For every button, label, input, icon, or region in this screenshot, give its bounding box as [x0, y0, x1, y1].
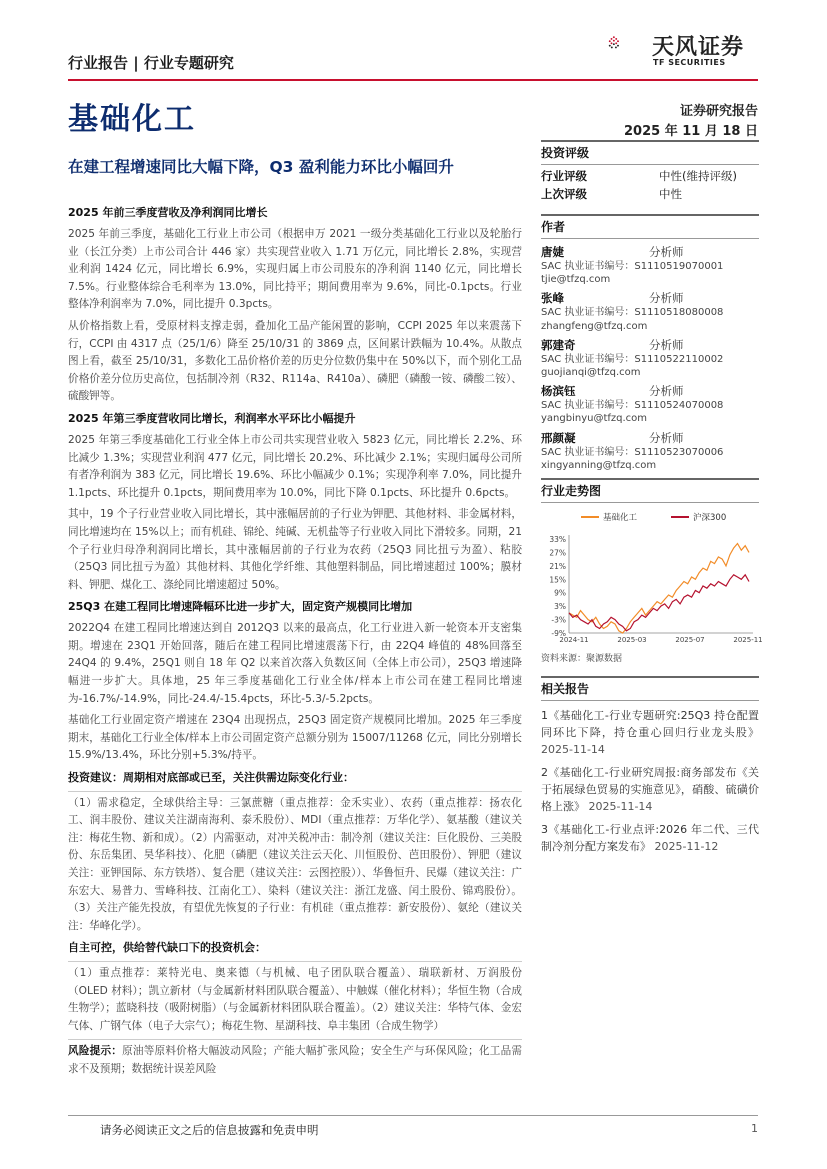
- legend-label: 基础化工: [603, 513, 638, 523]
- rating-title: 投资评级: [541, 140, 759, 165]
- authors-title: 作者: [541, 214, 759, 239]
- tf-logo-icon: [608, 20, 652, 66]
- y-tick-label: 15%: [549, 575, 566, 585]
- analyst-name-row: [541, 338, 759, 353]
- logo-text-cn: 天风证券: [652, 35, 745, 60]
- prev-rating-row: [541, 185, 759, 203]
- legend-label: 沪深300: [693, 513, 727, 523]
- analyst-email[interactable]: zhangfeng@tfzq.com: [541, 320, 648, 332]
- analyst-entry: [541, 245, 759, 286]
- analyst-email[interactable]: xingyanning@tfzq.com: [541, 459, 657, 471]
- related-report-title[interactable]: 3《基础化工-行业点评:2026 年二代、三代制冷剂分配方案发布》: [541, 823, 759, 853]
- investment-heading: 投资建议：周期相对底部或已至，关注供需边际变化行业：: [68, 771, 354, 785]
- y-tick-label: 21%: [549, 561, 566, 571]
- self-reliance-heading: 自主可控，供给替代缺口下的投资机会：: [68, 941, 266, 955]
- paragraph: 2025 年第三季度基础化工行业全体上市公司共实现营业收入 5823 亿元，同比增长 2.2%、环比减少 1.3%；实现营业利润 477 亿元，同比增长 20.2%、环比减少 2.1%；实现归属母公司所有者净利润为 383 亿元，同比增长 19.6%、环比小幅减少 0.1%；实现净利率 7.0%，同比提升 1.1pcts、环比提升 0.1pcts，期间费用率为 10.0%，同比下降 0.1pcts、环比提升 0.6pcts。: [68, 433, 522, 499]
- rating-panel: [541, 140, 759, 203]
- analyst-name-row: [541, 291, 759, 306]
- main-content: [68, 200, 522, 1083]
- page-number: 1: [751, 1122, 758, 1135]
- paragraph: 2025 年前三季度，基础化工行业上市公司（根据申万 2021 一级分类基础化工行业以及轮胎行业（长江分类）上市公司合计 446 家）共实现营业收入 1.71 万亿元，同比增长 2.8%，实现营业利润 1424 亿元，同比增长 6.9%，实现归属上市公司股东的净利润 1140 亿元，同比增长 7.5%。行业整体综合毛利率为 13.0%，同比持平；期间费用率为 9.6%，同比-0.1pcts。行业整体净利润率为 7.0%，同比提升 0.3pcts。: [68, 228, 522, 311]
- y-tick-label: -3%: [551, 615, 566, 625]
- trend-title: 行业走势图: [541, 478, 759, 503]
- footer-disclaimer: 请务必阅读正文之后的信息披露和免责申明: [100, 1123, 319, 1137]
- analyst-title: 分析师: [649, 337, 684, 352]
- analyst-list: [541, 245, 759, 472]
- analyst-name: 张峰: [541, 291, 564, 306]
- section-heading: 2025 年前三季度营收及净利润同比增长: [68, 206, 268, 219]
- analyst-cert: SAC 执业证书编号：S1110524070008: [541, 400, 724, 412]
- related-report[interactable]: [541, 764, 759, 815]
- series-line: [569, 544, 749, 634]
- analyst-cert: SAC 执业证书编号：S1110518080008: [541, 307, 724, 319]
- related-panel: [541, 676, 759, 861]
- chart-source: 资料来源：聚源数据: [541, 654, 623, 664]
- logo-text-en: TF SECURITIES: [653, 58, 726, 67]
- report-title: 在建工程增速同比大幅下降，Q3 盈利能力环比小幅回升: [68, 158, 454, 176]
- analyst-cert: SAC 执业证书编号：S1110522110002: [541, 353, 724, 365]
- analyst-name: 邢颜凝: [541, 430, 576, 445]
- prev-rating-value: 中性: [659, 187, 682, 201]
- rating-row: [541, 167, 759, 185]
- related-report[interactable]: [541, 821, 759, 855]
- x-tick-label: 2025-07: [675, 636, 705, 644]
- analyst-entry: [541, 431, 759, 472]
- trend-chart: [541, 507, 763, 647]
- related-report-date: 2025-11-14: [541, 743, 605, 756]
- risk-paragraph: [68, 1039, 522, 1078]
- analyst-cert: SAC 执业证书编号：S1110519070001: [541, 261, 724, 272]
- x-tick-label: 2024-11: [559, 636, 589, 644]
- analyst-name-row: [541, 245, 759, 260]
- analyst-name-row: [541, 431, 759, 446]
- x-tick-label: 2025-03: [617, 636, 647, 644]
- analyst-title: 分析师: [649, 384, 684, 399]
- section-heading: 2025 年第三季度营收同比增长，利润率水平环比小幅提升: [68, 411, 356, 425]
- header-divider: [68, 79, 758, 81]
- analyst-title: 分析师: [649, 291, 684, 306]
- related-title: 相关报告: [541, 676, 759, 701]
- section-heading: 25Q3 在建工程同比增速降幅环比进一步扩大，固定资产规模同比增加: [68, 600, 413, 614]
- analyst-entry: [541, 384, 759, 425]
- x-tick-label: 2025-11: [733, 636, 763, 644]
- related-list: [541, 707, 759, 855]
- industry-name: 基础化工: [68, 102, 196, 137]
- analyst-email[interactable]: yangbinyu@tfzq.com: [541, 413, 648, 425]
- analyst-entry: [541, 291, 759, 332]
- footer-divider: [68, 1115, 758, 1116]
- analyst-email[interactable]: tjie@tfzq.com: [541, 274, 611, 286]
- y-tick-label: -9%: [551, 629, 566, 638]
- trend-panel: [541, 478, 763, 664]
- y-tick-label: 33%: [549, 535, 566, 544]
- analyst-name-row: [541, 384, 759, 399]
- analyst-name: 杨滨钰: [541, 384, 576, 399]
- report-date: 2025 年 11 月 18 日: [624, 124, 758, 139]
- paragraph: 从价格指数上看，受原材料支撑走弱，叠加化工品产能闲置的影响，CCPI 2025 年以来震荡下行，CCPI 由 4317 点（25/1/6）降至 25/10/31 的 3869 点，区间累计跌幅为 10.4%。从散点图上看，截至 25/10/31，多数化工品价格价差的历史分位数仍集中在 50%以下，而个别化工品价格价差分位历史高位，包括制冷剂（R32、R114a、R410a）、磷肥（磷酸一铵、磷酸二铵）、硫酸钾等。: [68, 319, 522, 403]
- report-type: 证券研究报告: [679, 104, 758, 119]
- paragraph: 其中，19 个子行业营业收入同比增长，其中涨幅居前的子行业为钾肥、其他材料、非金属材料，同比增速均在 15%以上；而有机硅、锦纶、纯碱、无机盐等子行业收入同比下滑较多。同期，21 个子行业归母净利润同比增长，其中涨幅居前的子行业为农药（25Q3 同比扭亏为盈）、粘胶（25Q3 同比扭亏为盈）其他材料、其他化学纤维、其他塑料制品，同比增速超过 100%；膜材料、钾肥、煤化工、涤纶同比增速超过 50%。: [68, 508, 522, 591]
- report-category: 行业报告 | 行业专题研究: [68, 54, 234, 72]
- related-report-title[interactable]: 2《基础化工-行业研究周报:商务部发布《关于拓展绿色贸易的实施意见》，硝酸、硫磺价格上涨》: [541, 766, 759, 813]
- analyst-title: 分析师: [649, 245, 684, 259]
- paragraph: 基础化工行业固定资产增速在 23Q4 出现拐点，25Q3 固定资产规模同比增加。2025 年三季度期末，基础化工行业全体/样本上市公司固定资产总额分别为 15007/11268 亿元，同比分别增长 15.9%/13.4%，环比分别+5.3%/持平。: [68, 714, 522, 762]
- analyst-title: 分析师: [649, 430, 684, 445]
- prev-rating-label: 上次评级: [541, 187, 587, 201]
- analyst-name: 郭建奇: [541, 337, 576, 352]
- rating-label: 行业评级: [541, 169, 587, 183]
- analyst-entry: [541, 338, 759, 379]
- authors-panel: [541, 214, 759, 477]
- investment-paragraph: （1）需求稳定，全球供给主导：三氯蔗糖（重点推荐：金禾实业）、农药（重点推荐：扬农化工、润丰股份、建议关注湖南海利、泰禾股份）、MDI（重点推荐：万华化学）、氨基酸（建议关注：梅花生物、新和成）。（2）内需驱动，对冲关税冲击：制冷剂（建议关注：巨化股份、三美股份、东岳集团、昊华科技）、化肥（磷肥（建议关注云天化、川恒股份、芭田股份）、钾肥（建议关注：亚钾国际、东方铁塔）、复合肥（建议关注：云图控股））、华鲁恒升、民爆（建议关注：广东宏大、易普力、雪峰科技、江南化工）、染料（建议关注：浙江龙盛、闰土股份、锦鸡股份）。（3）关注产能先投放，有望优先恢复的子行业：有机硅（重点推荐：新安股份）、氨纶（建议关注：华峰化学）。: [68, 791, 522, 936]
- risk-heading: 风险提示：: [68, 1045, 123, 1058]
- rating-value: 中性(维持评级): [659, 169, 737, 183]
- analyst-email[interactable]: guojianqi@tfzq.com: [541, 367, 641, 379]
- risk-text: 原油等原料价格大幅波动风险；产能大幅扩张风险；安全生产与环保风险；化工品需求不及预期；数据统计误差风险: [68, 1045, 523, 1075]
- y-tick-label: 3%: [554, 602, 566, 612]
- paragraph: 2022Q4 在建工程同比增速达到自 2012Q3 以来的最高点，化工行业进入新一轮资本开支密集期。增速在 23Q1 开始回落，随后在建工程同比增速震荡下行，由 22Q4 峰值的 48%回落至 24Q4 的 9.4%，25Q1 则自 18 年 Q2 以来首次落入负数区间（全体上市公司），25Q3 增速降幅进一步扩大。具体地，25 年三季度基础化工行业全体/样本上市公司在建工程同比增速为-16.7%/-14.9%，同比-24.4/-15.4pcts，环比-5.3/-5.2pcts。: [68, 622, 522, 705]
- related-report[interactable]: [541, 707, 759, 758]
- related-report-date: 2025-11-14: [588, 800, 653, 813]
- related-report-date: 2025-11-12: [654, 840, 719, 853]
- self-reliance-paragraph: （1）重点推荐：莱特光电、奥来德（与机械、电子团队联合覆盖）、瑞联新材、万润股份（OLED 材料）；凯立新材（与金属新材料团队联合覆盖）、中触媒（催化材料）；华恒生物（合成生物学）；蓝晓科技（吸附树脂）（与金属新材料团队联合覆盖）。（2）建议关注：华特气体、金宏气体、广钢气体（电子大宗气）；梅花生物、星湖科技、阜丰集团（合成生物学）: [68, 961, 522, 1035]
- y-tick-label: 9%: [554, 588, 566, 598]
- related-report-title[interactable]: 1《基础化工-行业专题研究:25Q3 持仓配置同环比下降，持仓重心回归行业龙头股》: [541, 709, 759, 739]
- analyst-cert: SAC 执业证书编号：S1110523070006: [541, 446, 724, 458]
- y-tick-label: 27%: [549, 548, 566, 558]
- analyst-name: 唐婕: [541, 245, 564, 259]
